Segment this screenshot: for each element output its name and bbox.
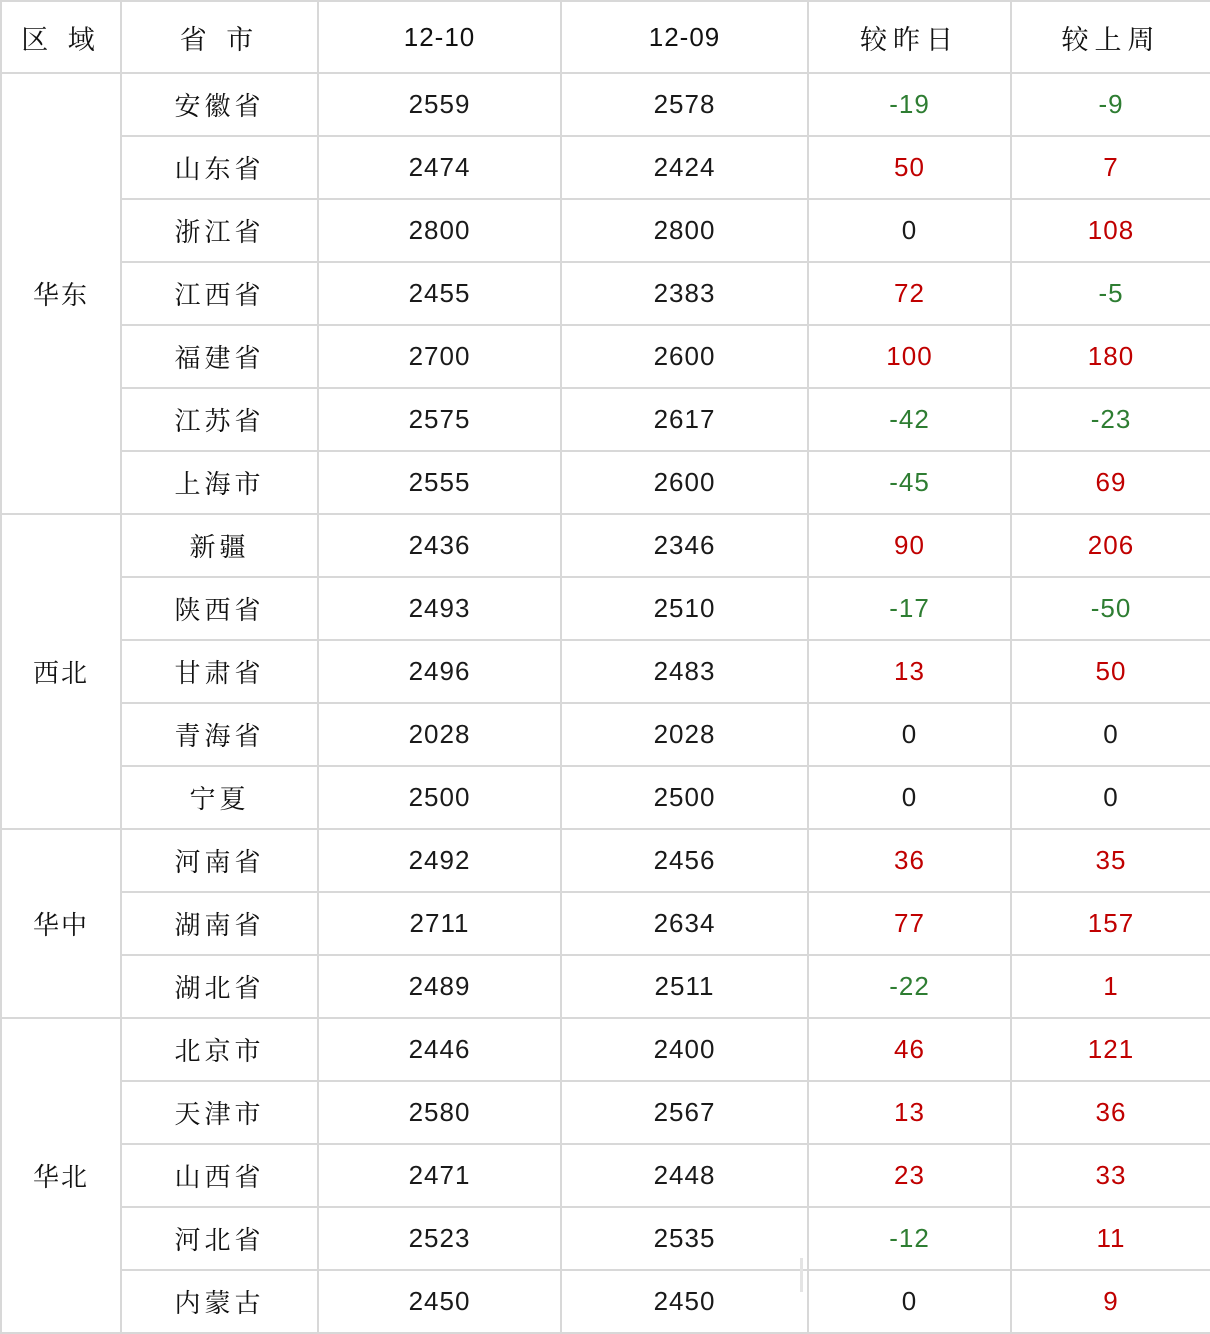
delta-day-cell: -45 [808, 451, 1011, 514]
province-cell: 陕西省 [121, 577, 318, 640]
province-cell: 内蒙古 [121, 1270, 318, 1333]
delta-week-cell: 69 [1011, 451, 1210, 514]
delta-day-cell: 13 [808, 1081, 1011, 1144]
delta-day-cell: 23 [808, 1144, 1011, 1207]
delta-day-cell: 90 [808, 514, 1011, 577]
price-today-cell: 2493 [318, 577, 561, 640]
table-row [1, 766, 1210, 829]
table-row [1, 325, 1210, 388]
price-yesterday-cell: 2600 [561, 451, 808, 514]
price-yesterday-cell: 2500 [561, 766, 808, 829]
province-cell: 山西省 [121, 1144, 318, 1207]
price-today-cell: 2028 [318, 703, 561, 766]
table-body [1, 73, 1210, 1333]
province-cell: 上海市 [121, 451, 318, 514]
region-cell: 西北 [1, 514, 121, 829]
price-yesterday-cell: 2346 [561, 514, 808, 577]
price-today-cell: 2471 [318, 1144, 561, 1207]
price-today-cell: 2500 [318, 766, 561, 829]
price-today-cell: 2700 [318, 325, 561, 388]
delta-day-cell: 100 [808, 325, 1011, 388]
scan-artifact [800, 1258, 803, 1292]
delta-week-cell: 35 [1011, 829, 1210, 892]
price-today-cell: 2450 [318, 1270, 561, 1333]
delta-day-cell: -42 [808, 388, 1011, 451]
table-row [1, 640, 1210, 703]
table-row [1, 577, 1210, 640]
delta-week-cell: 11 [1011, 1207, 1210, 1270]
province-cell: 山东省 [121, 136, 318, 199]
delta-week-cell: 9 [1011, 1270, 1210, 1333]
delta-week-cell: -5 [1011, 262, 1210, 325]
table-row [1, 955, 1210, 1018]
delta-week-cell: -9 [1011, 73, 1210, 136]
province-cell: 江西省 [121, 262, 318, 325]
price-yesterday-cell: 2448 [561, 1144, 808, 1207]
delta-week-cell: 0 [1011, 766, 1210, 829]
province-cell: 安徽省 [121, 73, 318, 136]
table-row [1, 1270, 1210, 1333]
delta-week-cell: -23 [1011, 388, 1210, 451]
price-yesterday-cell: 2450 [561, 1270, 808, 1333]
delta-day-cell: 0 [808, 703, 1011, 766]
table-row [1, 703, 1210, 766]
price-yesterday-cell: 2511 [561, 955, 808, 1018]
header-date-yesterday: 12-09 [561, 1, 808, 73]
delta-week-cell: 0 [1011, 703, 1210, 766]
delta-week-cell: 7 [1011, 136, 1210, 199]
price-today-cell: 2436 [318, 514, 561, 577]
price-yesterday-cell: 2028 [561, 703, 808, 766]
delta-day-cell: -19 [808, 73, 1011, 136]
province-cell: 甘肃省 [121, 640, 318, 703]
table-row [1, 829, 1210, 892]
table-row [1, 388, 1210, 451]
price-today-cell: 2580 [318, 1081, 561, 1144]
delta-day-cell: 13 [808, 640, 1011, 703]
price-yesterday-cell: 2600 [561, 325, 808, 388]
price-yesterday-cell: 2483 [561, 640, 808, 703]
delta-week-cell: 206 [1011, 514, 1210, 577]
table-row [1, 1018, 1210, 1081]
price-yesterday-cell: 2400 [561, 1018, 808, 1081]
price-yesterday-cell: 2800 [561, 199, 808, 262]
price-today-cell: 2523 [318, 1207, 561, 1270]
table-row [1, 136, 1210, 199]
price-yesterday-cell: 2567 [561, 1081, 808, 1144]
province-cell: 湖南省 [121, 892, 318, 955]
delta-week-cell: 108 [1011, 199, 1210, 262]
region-cell: 华北 [1, 1018, 121, 1333]
price-today-cell: 2492 [318, 829, 561, 892]
delta-week-cell: 180 [1011, 325, 1210, 388]
delta-week-cell: 50 [1011, 640, 1210, 703]
table-row [1, 73, 1210, 136]
price-today-cell: 2800 [318, 199, 561, 262]
delta-day-cell: 0 [808, 766, 1011, 829]
province-cell: 宁夏 [121, 766, 318, 829]
delta-day-cell: 0 [808, 1270, 1011, 1333]
table-row [1, 1207, 1210, 1270]
price-today-cell: 2455 [318, 262, 561, 325]
delta-day-cell: -12 [808, 1207, 1011, 1270]
table-row [1, 1144, 1210, 1207]
table-row [1, 892, 1210, 955]
table-row [1, 514, 1210, 577]
delta-day-cell: 77 [808, 892, 1011, 955]
delta-day-cell: 46 [808, 1018, 1011, 1081]
province-cell: 河北省 [121, 1207, 318, 1270]
price-today-cell: 2446 [318, 1018, 561, 1081]
province-cell: 天津市 [121, 1081, 318, 1144]
delta-day-cell: 50 [808, 136, 1011, 199]
province-cell: 浙江省 [121, 199, 318, 262]
header-row [1, 1, 1210, 73]
delta-day-cell: 0 [808, 199, 1011, 262]
price-today-cell: 2474 [318, 136, 561, 199]
province-cell: 福建省 [121, 325, 318, 388]
table-row [1, 262, 1210, 325]
delta-week-cell: -50 [1011, 577, 1210, 640]
province-cell: 北京市 [121, 1018, 318, 1081]
price-yesterday-cell: 2424 [561, 136, 808, 199]
province-cell: 新疆 [121, 514, 318, 577]
price-today-cell: 2496 [318, 640, 561, 703]
header-region: 区 域 [1, 1, 121, 73]
delta-week-cell: 157 [1011, 892, 1210, 955]
price-yesterday-cell: 2383 [561, 262, 808, 325]
province-cell: 江苏省 [121, 388, 318, 451]
table-header [1, 1, 1210, 73]
price-yesterday-cell: 2578 [561, 73, 808, 136]
table-row [1, 199, 1210, 262]
price-yesterday-cell: 2456 [561, 829, 808, 892]
region-cell: 华中 [1, 829, 121, 1018]
delta-week-cell: 1 [1011, 955, 1210, 1018]
header-date-today: 12-10 [318, 1, 561, 73]
province-cell: 河南省 [121, 829, 318, 892]
header-vs-last-week: 较上周 [1011, 1, 1210, 73]
table-row [1, 1081, 1210, 1144]
price-today-cell: 2489 [318, 955, 561, 1018]
price-yesterday-cell: 2634 [561, 892, 808, 955]
delta-day-cell: 36 [808, 829, 1011, 892]
price-today-cell: 2575 [318, 388, 561, 451]
delta-week-cell: 121 [1011, 1018, 1210, 1081]
province-cell: 青海省 [121, 703, 318, 766]
table-row [1, 451, 1210, 514]
delta-day-cell: -22 [808, 955, 1011, 1018]
header-province: 省 市 [121, 1, 318, 73]
delta-day-cell: -17 [808, 577, 1011, 640]
delta-day-cell: 72 [808, 262, 1011, 325]
price-yesterday-cell: 2617 [561, 388, 808, 451]
price-today-cell: 2559 [318, 73, 561, 136]
delta-week-cell: 36 [1011, 1081, 1210, 1144]
region-cell: 华东 [1, 73, 121, 514]
header-vs-yesterday: 较昨日 [808, 1, 1011, 73]
delta-week-cell: 33 [1011, 1144, 1210, 1207]
price-today-cell: 2555 [318, 451, 561, 514]
price-yesterday-cell: 2535 [561, 1207, 808, 1270]
price-yesterday-cell: 2510 [561, 577, 808, 640]
price-today-cell: 2711 [318, 892, 561, 955]
province-cell: 湖北省 [121, 955, 318, 1018]
